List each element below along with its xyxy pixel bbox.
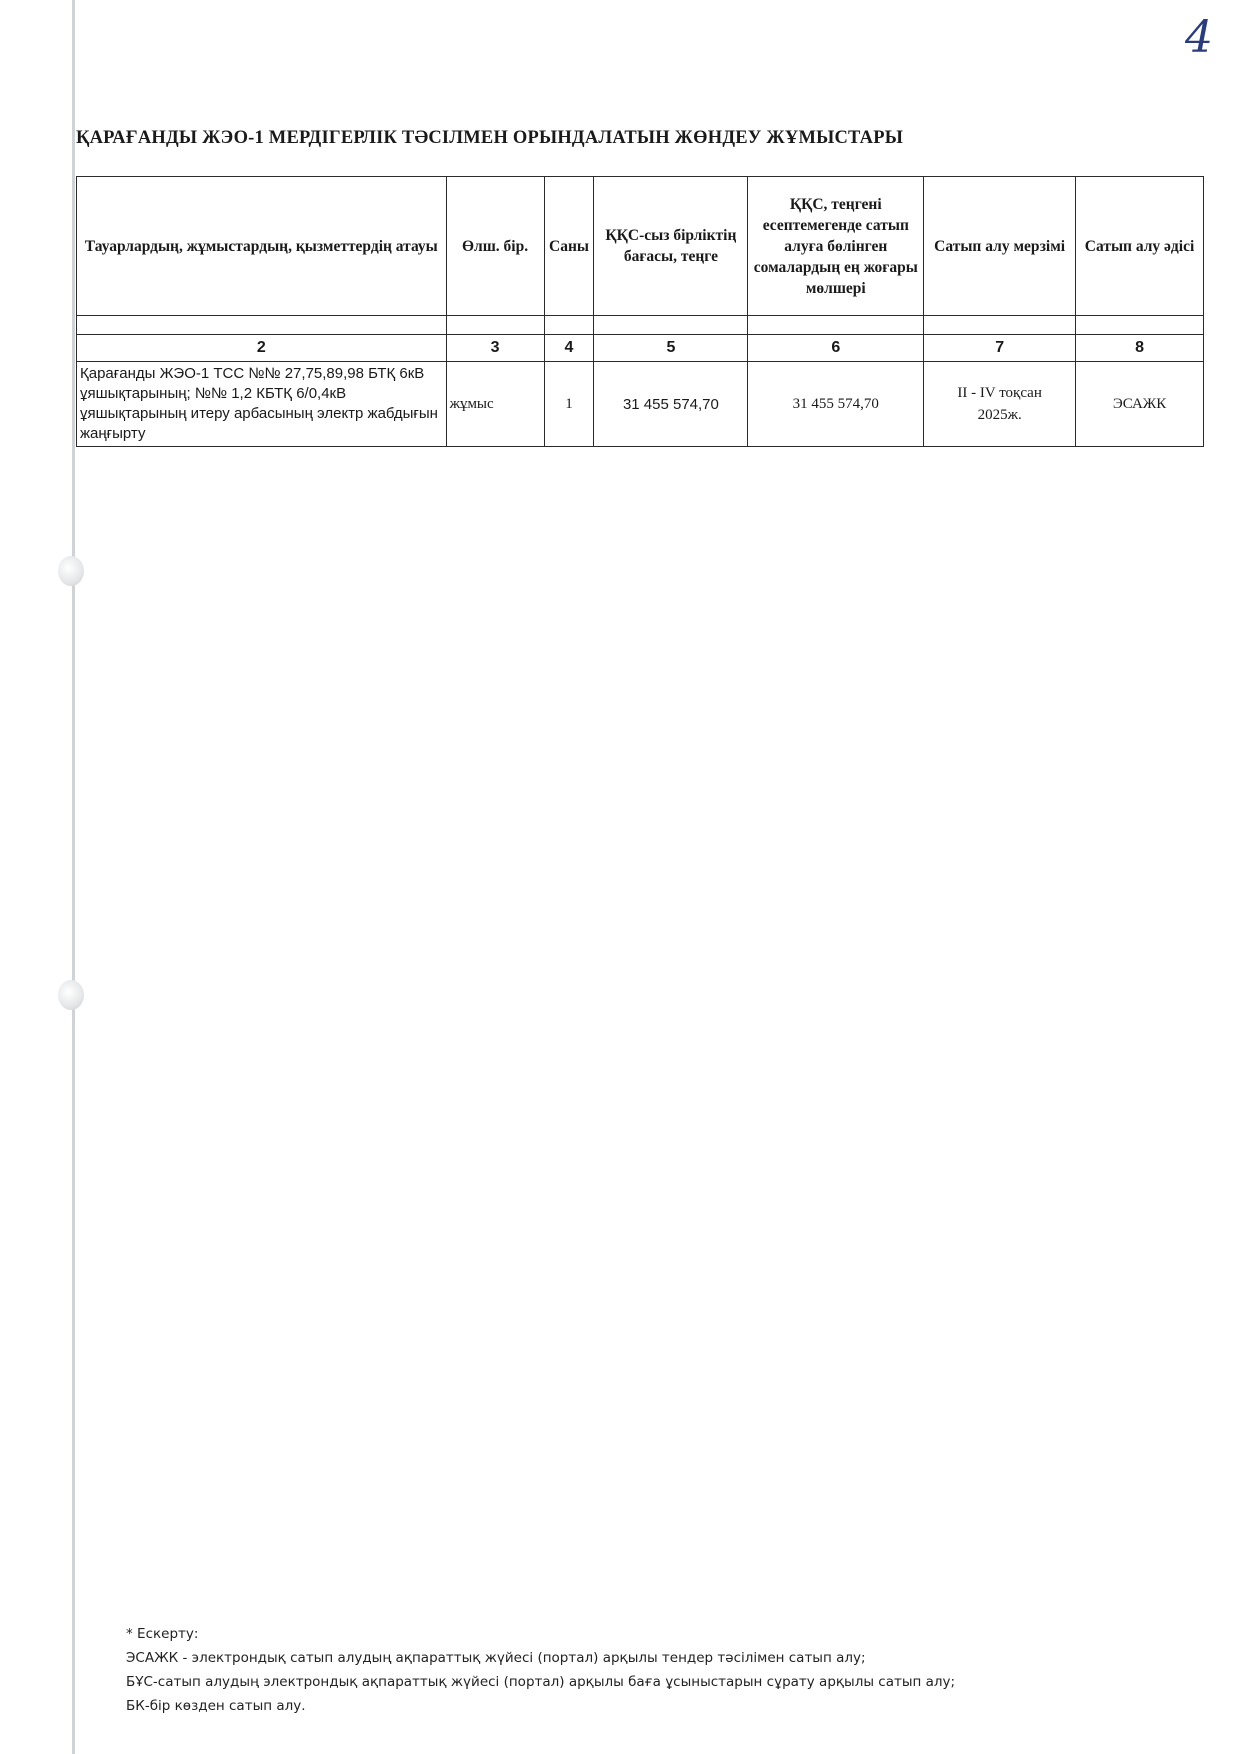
footnotes — [126, 1622, 955, 1718]
column-number: 3 — [446, 335, 544, 362]
document-title: ҚАРАҒАНДЫ ЖЭО-1 МЕРДІГЕРЛІК ТӘСІЛМЕН ОРЫНДАЛАТЫН ЖӨНДЕУ ЖҰМЫСТАРЫ — [76, 128, 904, 148]
cell-method: ЭСАЖК — [1076, 362, 1204, 447]
header-row — [77, 177, 1204, 316]
scan-left-edge — [72, 0, 75, 1754]
header-unit-price: ҚҚС-сыз бірліктің бағасы, теңге — [594, 177, 748, 316]
punch-hole — [58, 556, 84, 586]
page-number: 4 — [1185, 12, 1213, 63]
period-quarter: II - IV тоқсан — [957, 385, 1042, 401]
header-qty: Саны — [544, 177, 594, 316]
cell-period — [924, 362, 1076, 447]
period-year: 2025ж. — [977, 407, 1022, 423]
footnote-line: БҰС-сатып алудың электрондық ақпараттық жүйесі (портал) арқылы баға ұсыныстарын сұрату арқылы сатып алу; — [126, 1674, 956, 1690]
cell-unit-price: 31 455 574,70 — [594, 362, 748, 447]
cell-qty: 1 — [544, 362, 594, 447]
header-method: Сатып алу әдісі — [1076, 177, 1204, 316]
cell-name: Қарағанды ЖЭО-1 ТСС №№ 27,75,89,98 БТҚ 6кВ ұяшықтарының; №№ 1,2 КБТҚ 6/0,4кВ ұяшықтарының итеру арбасының электр жабдығын жаңғырту — [77, 362, 447, 447]
footnote-line: БК-бір көзден сатып алу. — [126, 1698, 306, 1714]
column-number: 4 — [544, 335, 594, 362]
cell-max-amount: 31 455 574,70 — [748, 362, 924, 447]
header-unit: Өлш. бір. — [446, 177, 544, 316]
header-max-amount: ҚҚС, теңгені есептемегенде сатып алуға бөлінген сомалардың ең жоғары мөлшері — [748, 177, 924, 316]
punch-hole — [58, 980, 84, 1010]
column-number: 7 — [924, 335, 1076, 362]
column-number: 5 — [594, 335, 748, 362]
footnote-heading: * Ескерту: — [126, 1626, 199, 1642]
column-number: 2 — [77, 335, 447, 362]
works-table — [76, 176, 1204, 447]
cell-unit: жұмыс — [446, 362, 544, 447]
table-row — [77, 362, 1204, 447]
spacer-row — [77, 316, 1204, 335]
header-period: Сатып алу мерзімі — [924, 177, 1076, 316]
header-name: Тауарлардың, жұмыстардың, қызметтердің атауы — [77, 177, 447, 316]
column-number: 8 — [1076, 335, 1204, 362]
footnote-line: ЭСАЖК - электрондық сатып алудың ақпараттық жүйесі (портал) арқылы тендер тәсілімен сатып алу; — [126, 1650, 866, 1666]
column-number: 6 — [748, 335, 924, 362]
column-number-row — [77, 335, 1204, 362]
